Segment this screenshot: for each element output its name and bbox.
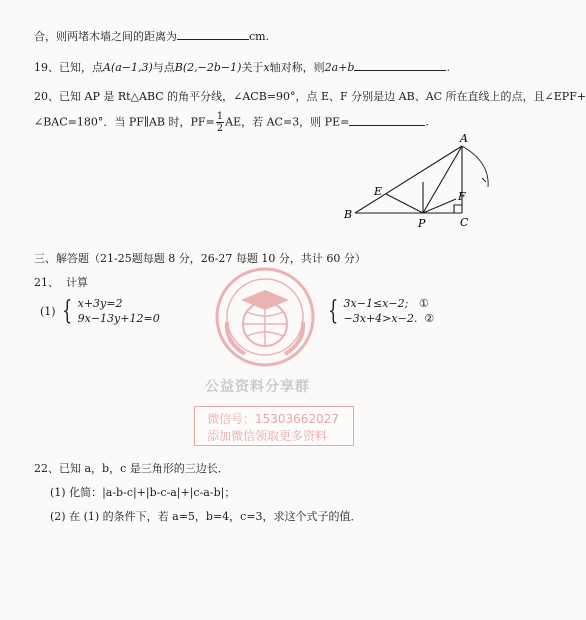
inequality-system [344, 296, 435, 326]
q21-title: 计算 [66, 276, 88, 289]
inequality-2-row [344, 311, 435, 326]
q22-text: 已知 a，b，c 是三角形的三边长． [59, 462, 229, 475]
q21-part1-label: (1) [40, 304, 56, 318]
inequality-2-mark: ② [424, 312, 435, 325]
question-19 [34, 59, 450, 75]
section-3-title: 三、解答题（21-25题每题 8 分，26-27 每题 10 分，共计 60 分） [34, 252, 366, 265]
q20-frac-num: 1 [216, 111, 224, 122]
label-a: A [460, 132, 468, 145]
right-angle-mark [454, 205, 462, 213]
segment-ep [386, 194, 423, 213]
q18-blank[interactable] [177, 29, 249, 40]
label-p: P [418, 217, 426, 230]
q20-figure [330, 132, 510, 237]
question-20-line2 [34, 111, 429, 134]
q20-frac-den: 2 [216, 123, 224, 134]
segment-pf [423, 199, 456, 213]
q20-blank[interactable] [349, 115, 425, 126]
q20-number: 20、 [34, 90, 59, 103]
q19-text-d: 轴对称，则 [269, 61, 325, 74]
q22-part1: (1) 化简：|a-b-c|+|b-c-a|+|c-a-b|； [50, 486, 236, 499]
q20-line1: 已知 AP 是 Rt△ABC 的角平分线，∠ACB=90°，点 E、F 分别是边 AB、AC 所在直线上的点，且∠EPF+ [59, 90, 586, 103]
q20-line2-a: ∠BAC=180°．当 PF∥AB 时，PF= [34, 115, 215, 129]
label-f: F [458, 190, 466, 203]
q19-point-b: B(2,−2b−1) [174, 61, 242, 74]
q19-number: 19、 [34, 61, 59, 74]
watermark-brand: 公益资料分享群 [205, 379, 310, 395]
q22-number: 22、 [34, 462, 59, 475]
q19-text-a: 已知，点 [59, 61, 103, 74]
q19-text-b: 与点 [152, 61, 175, 74]
q19-end: . [446, 61, 450, 74]
q20-fraction [216, 111, 224, 134]
system-brace: { [62, 296, 73, 326]
inequality-brace: { [328, 296, 339, 326]
equation-system [78, 296, 160, 326]
q20-end: . [425, 115, 429, 129]
label-e: E [374, 185, 383, 198]
q22-part2: (2) 在 (1) 的条件下，若 a=5，b=4，c=3，求这个式子的值． [50, 510, 362, 523]
q21-inequalities [325, 296, 434, 326]
equation-2: 9x−13y+12=0 [77, 312, 160, 325]
q19-blank[interactable] [354, 60, 446, 71]
inequality-1: 3x−1≤x−2; [343, 297, 409, 310]
q19-axis: x [263, 61, 270, 74]
q18-tail [34, 28, 269, 44]
inequality-1-row [344, 296, 435, 311]
watermark-slogan: 添加微信领取更多资料 [207, 429, 328, 443]
question-22 [34, 460, 229, 476]
inequality-1-mark: ① [418, 297, 429, 310]
question-21-title [34, 274, 88, 290]
watermark-box [194, 406, 354, 446]
q19-text-c: 关于 [241, 61, 264, 74]
label-c: C [460, 216, 469, 229]
label-b: B [344, 208, 353, 221]
q19-expr: 2a+b [324, 61, 355, 74]
question-20-line1 [34, 88, 586, 104]
arc-mark [462, 146, 488, 187]
segment-ap [423, 146, 462, 213]
q21-number: 21、 [34, 276, 59, 289]
q21-part1 [40, 296, 160, 326]
inequality-2: −3x+4>x−2. [343, 312, 418, 325]
q20-line2-b: AE，若 AC=3，则 PE= [225, 115, 350, 129]
q19-point-a: A(a−1,3) [103, 61, 153, 74]
q18-unit: cm. [249, 30, 270, 43]
equation-1: x+3y=2 [77, 297, 123, 310]
q18-text: 合，则两堵木墙之间的距离为 [34, 30, 177, 43]
watermark-logo [205, 262, 325, 372]
watermark-wechat: 微信号：15303662027 [207, 412, 339, 426]
